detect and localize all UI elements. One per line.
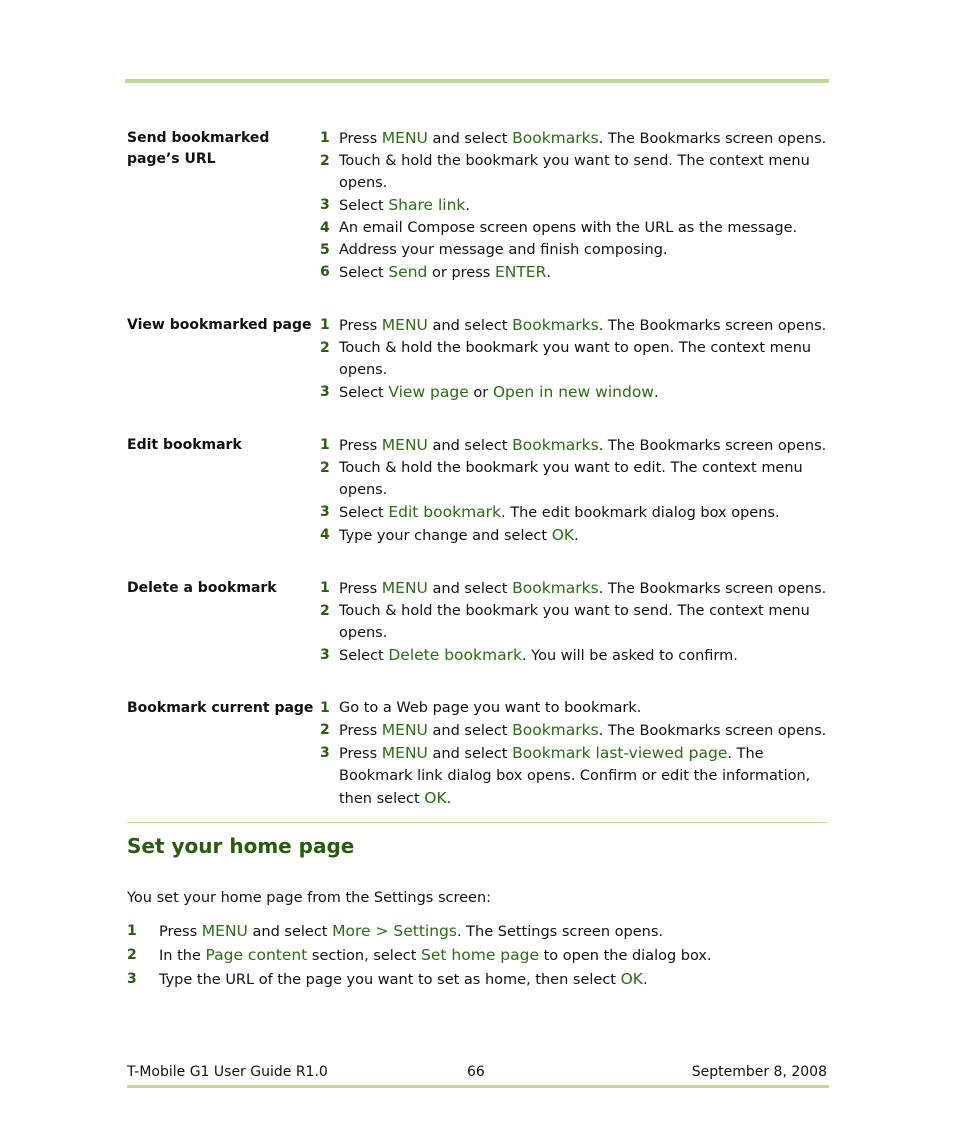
step-item: [320, 217, 827, 239]
text-run: . The Settings screen opens.: [456, 924, 663, 940]
text-run: Press: [339, 723, 382, 739]
ui-term: MENU: [381, 316, 428, 334]
step-item: [320, 127, 827, 150]
step-item: [320, 600, 827, 644]
ui-term: Open in new window: [492, 383, 654, 401]
ui-term: Delete bookmark: [388, 646, 522, 664]
procedure-steps: [320, 697, 827, 810]
ui-term: Bookmarks: [512, 316, 599, 334]
text-run: and select: [427, 438, 513, 454]
text-run: .: [642, 972, 648, 988]
text-run: Press: [339, 746, 382, 762]
footer-guide-title: T-Mobile G1 User Guide R1.0: [127, 1064, 328, 1080]
step-number: 1: [320, 580, 330, 596]
step-item: [320, 501, 827, 524]
step-number: 1: [320, 317, 330, 333]
text-run: or press: [427, 265, 495, 281]
text-run: Select: [339, 385, 389, 401]
text-run: . The Bookmarks screen opens.: [598, 131, 827, 147]
step-number: 5: [320, 242, 330, 258]
text-run: . The Bookmark link dialog box opens. Confirm or edit the information, then select: [339, 746, 811, 807]
step-number: 2: [320, 153, 330, 169]
text-run: Select: [339, 198, 389, 214]
text-run: Touch & hold the bookmark you want to send. The context menu opens.: [339, 603, 810, 641]
ui-term: Share link: [388, 196, 466, 214]
ui-term: Set home page: [421, 946, 539, 964]
home-page-steps: [127, 920, 827, 992]
text-run: . The Bookmarks screen opens.: [598, 318, 827, 334]
step-text: [339, 239, 827, 261]
top-rule: [125, 79, 829, 83]
text-run: In the: [159, 948, 206, 964]
text-run: Touch & hold the bookmark you want to open. The context menu opens.: [339, 340, 812, 378]
text-run: Press: [159, 924, 202, 940]
procedure-section: [127, 314, 827, 404]
procedure-section: [127, 434, 827, 547]
step-item: [320, 644, 827, 667]
text-run: section, select: [307, 948, 422, 964]
step-text: [159, 920, 827, 944]
step-text: [339, 501, 827, 524]
step-text: [339, 150, 827, 194]
ui-term: Send: [388, 263, 428, 281]
step-number: 1: [320, 130, 330, 146]
step-item: [320, 239, 827, 261]
text-run: Press: [339, 318, 382, 334]
section-heading: Set your home page: [127, 834, 355, 858]
ui-term: Edit bookmark: [388, 503, 502, 521]
text-run: . The edit bookmark dialog box opens.: [501, 505, 780, 521]
text-run: .: [653, 385, 659, 401]
procedure-title: Delete a bookmark: [127, 580, 277, 596]
text-run: .: [546, 265, 551, 281]
text-run: Press: [339, 438, 382, 454]
procedure-title: View bookmarked page: [127, 317, 312, 333]
step-number: 6: [320, 264, 330, 280]
step-text: [339, 577, 827, 600]
text-run: Address your message and finish composing.: [339, 242, 668, 258]
ui-term: MENU: [381, 744, 428, 762]
text-run: and select: [247, 924, 333, 940]
ui-term: Settings: [393, 922, 457, 940]
ui-term: ENTER: [494, 263, 547, 281]
step-text: [339, 434, 827, 457]
step-text: [159, 968, 827, 992]
text-run: Touch & hold the bookmark you want to edit. The context menu opens.: [339, 460, 803, 498]
ui-term: OK: [551, 526, 575, 544]
text-run: and select: [427, 131, 513, 147]
text-run: . You will be asked to confirm.: [521, 648, 738, 664]
procedure-steps: [320, 577, 827, 667]
step-item: [320, 434, 827, 457]
step-number: 3: [320, 384, 330, 400]
step-item: [127, 920, 827, 944]
step-number: 3: [320, 504, 330, 520]
ui-term: Bookmarks: [512, 436, 599, 454]
text-run: Select: [339, 505, 389, 521]
procedure-section: [127, 697, 827, 810]
text-run: . The Bookmarks screen opens.: [598, 581, 827, 597]
ui-term: MENU: [381, 579, 428, 597]
step-number: 1: [320, 700, 330, 716]
step-number: 3: [320, 745, 330, 761]
text-run: Type the URL of the page you want to set as home, then select: [159, 972, 621, 988]
step-text: [339, 194, 827, 217]
text-run: or: [468, 385, 493, 401]
text-run: Touch & hold the bookmark you want to send. The context menu opens.: [339, 153, 810, 191]
step-text: [339, 261, 827, 284]
ui-term: More: [332, 922, 371, 940]
step-number: 4: [320, 220, 330, 236]
text-run: Press: [339, 131, 382, 147]
step-number: 4: [320, 527, 330, 543]
text-run: and select: [427, 581, 513, 597]
text-run: . The Bookmarks screen opens.: [598, 438, 827, 454]
step-text: [339, 381, 827, 404]
procedure-title: Edit bookmark: [127, 437, 242, 453]
text-run: .: [465, 198, 471, 214]
ui-term: Bookmarks: [512, 579, 599, 597]
text-run: Press: [339, 581, 382, 597]
step-text: [339, 457, 827, 501]
ui-term: >: [370, 922, 394, 940]
text-run: and select: [427, 746, 513, 762]
bottom-rule: [127, 1085, 829, 1088]
text-run: .: [446, 791, 452, 807]
ui-term: MENU: [381, 129, 428, 147]
ui-term: Page content: [205, 946, 308, 964]
ui-term: OK: [424, 789, 447, 807]
step-number: 3: [320, 647, 330, 663]
step-text: [339, 644, 827, 667]
ui-term: MENU: [381, 436, 428, 454]
ui-term: OK: [620, 970, 643, 988]
step-number: 1: [320, 437, 330, 453]
step-number: 2: [320, 603, 330, 619]
text-run: Select: [339, 265, 389, 281]
step-number: 2: [320, 460, 330, 476]
step-item: [320, 742, 827, 810]
step-item: [320, 719, 827, 742]
step-text: [339, 127, 827, 150]
ui-term: MENU: [201, 922, 248, 940]
step-text: [339, 742, 827, 810]
step-text: [339, 337, 827, 381]
ui-term: Bookmarks: [512, 129, 599, 147]
step-number: 3: [320, 197, 330, 213]
step-number: 2: [127, 947, 137, 963]
step-text: [339, 600, 827, 644]
text-run: . The Bookmarks screen opens.: [598, 723, 827, 739]
bookmark-sections: [127, 127, 827, 840]
step-text: [159, 944, 827, 968]
step-item: [320, 150, 827, 194]
ui-term: MENU: [381, 721, 428, 739]
step-number: 2: [320, 722, 330, 738]
text-run: Go to a Web page you want to bookmark.: [339, 700, 642, 716]
page-footer: [127, 1064, 827, 1084]
text-run: to open the dialog box.: [539, 948, 712, 964]
footer-page-number: 66: [467, 1064, 485, 1080]
section-divider: [127, 822, 827, 823]
text-run: Select: [339, 648, 389, 664]
step-item: [320, 697, 827, 719]
step-item: [127, 944, 827, 968]
ui-term: Bookmark last-viewed page: [512, 744, 728, 762]
text-run: and select: [427, 723, 513, 739]
step-item: [320, 314, 827, 337]
step-item: [320, 381, 827, 404]
procedure-section: [127, 577, 827, 667]
text-run: An email Compose screen opens with the URL as the message.: [339, 220, 798, 236]
text-run: Type your change and select: [339, 528, 552, 544]
ui-term: View page: [388, 383, 469, 401]
step-item: [320, 337, 827, 381]
step-number: 2: [320, 340, 330, 356]
text-run: and select: [427, 318, 513, 334]
step-text: [339, 524, 827, 547]
step-item: [320, 457, 827, 501]
intro-paragraph: You set your home page from the Settings screen:: [127, 890, 492, 906]
procedure-title: Bookmark current page: [127, 700, 314, 716]
step-item: [320, 194, 827, 217]
footer-date: September 8, 2008: [691, 1064, 827, 1080]
step-item: [320, 261, 827, 284]
step-item: [127, 968, 827, 992]
step-number: 3: [127, 971, 137, 987]
step-text: [339, 217, 827, 239]
procedure-title: Send bookmarked page’s URL: [127, 130, 270, 167]
ui-term: Bookmarks: [512, 721, 599, 739]
step-number: 1: [127, 923, 137, 939]
procedure-steps: [320, 314, 827, 404]
procedure-steps: [320, 127, 827, 284]
procedure-section: [127, 127, 827, 284]
step-item: [320, 577, 827, 600]
text-run: .: [574, 528, 579, 544]
step-item: [320, 524, 827, 547]
procedure-steps: [320, 434, 827, 547]
step-text: [339, 314, 827, 337]
step-text: [339, 697, 827, 719]
step-text: [339, 719, 827, 742]
